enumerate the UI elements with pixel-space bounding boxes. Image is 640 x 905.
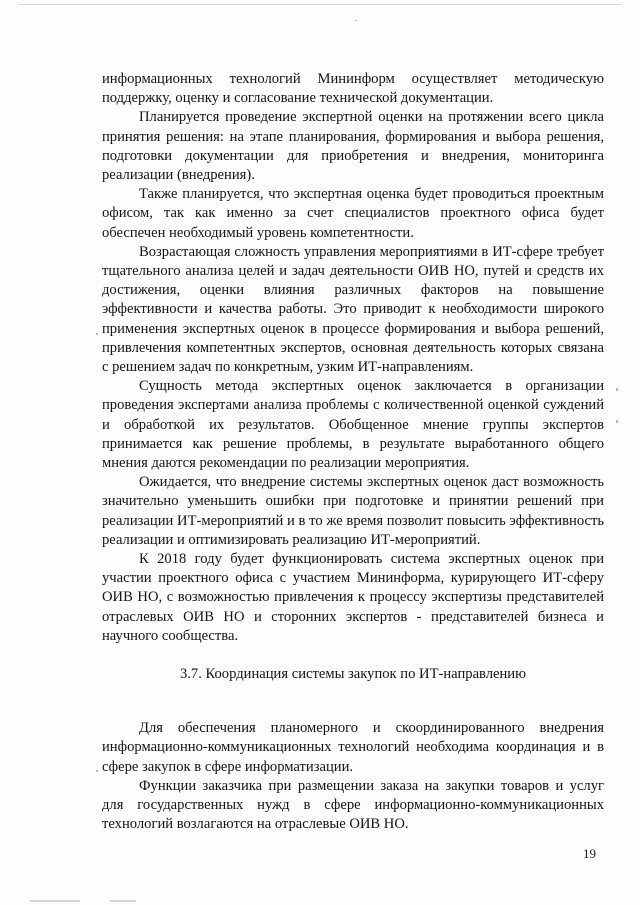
scan-bottom-smudge (110, 900, 136, 902)
paragraph-procurement-coordination: Для обеспечения планомерного и скоординированного внедрения информационно-коммуникационных технологий необходима координация и в сфере закупок в сфере информатизации. (102, 720, 604, 775)
paragraph-customer-functions: Функции заказчика при размещении заказа на закупки товаров и услуг для государственных нужд в сфере информационно-коммуникационных технологий возлагаются на отраслевые ОИВ НО. (102, 777, 604, 833)
paragraph-expected-effect: Ожидается, что внедрение системы экспертных оценок даст возможность значительно уменьшить ошибки при подготовке и принятии решений при реализации ИТ-мероприятий и в то же время позволит повысить эффективность реализации и оптимизировать реализацию ИТ-мероприятий. (102, 474, 604, 548)
scan-speck (616, 388, 618, 391)
section-heading: 3.7. Координация системы закупок по ИТ-направлению (179, 666, 527, 683)
scan-bottom-smudge (30, 900, 80, 902)
scan-speck (96, 333, 98, 335)
paragraph-expert-evaluation-plan: Планируется проведение экспертной оценки на протяжении всего цикла принятия решения: на этапе планирования, формирования и выбора решения, подготовки документации для приобретения и внедрения, мониторинга реализации (внедрения). (102, 109, 604, 184)
page-number: 19 (583, 846, 596, 861)
scan-top-edge (18, 4, 622, 5)
paragraph-project-office: Также планируется, что экспертная оценка будет проводиться проектным офисом, так как именно за счет специалистов проектного офиса будет обеспечен необходимый уровень компетентности. (102, 186, 604, 241)
paragraph-2018-plan: К 2018 году будет функционировать система экспертных оценок при участии проектного офиса с участием Мининформа, курирующего ИТ-сферу ОИВ НО, с возможностью привлечения к процессу экспертизы представителей отраслевых ОИВ НО и сторонних экспертов - представителей бизнеса и научного сообщества. (102, 551, 604, 644)
scan-speck (616, 420, 618, 423)
scan-speck (96, 770, 98, 772)
scan-speck (355, 20, 357, 21)
paragraph-complexity: Возрастающая сложность управления мероприятиями в ИТ-сфере требует тщательного анализа целей и задач деятельности ОИВ НО, путей и средств их достижения, оценки влияния различных факторов на повышение эффективности и качества работы. Это приводит к необходимости широкого применения экспертных оценок в процессе формирования и выбора решений, привлечения компетентных экспертов, основная деятельность которых связана с решением задач по конкретным, узким ИТ-направлениям. (102, 243, 604, 376)
page-body (102, 70, 604, 834)
paragraph-continuation: информационных технологий Мининформ осуществляет методическую поддержку, оценку и согласование технической документации. (102, 71, 604, 107)
paragraph-method-essence: Сущность метода экспертных оценок заключается в организации проведения экспертами анализа проблемы с количественной оценкой суждений и обработкой их результатов. Обобщенное мнение группы экспертов принимается как решение проблемы, в результате выработанного общего мнения даются рекомендации по реализации мероприятия. (102, 378, 604, 472)
